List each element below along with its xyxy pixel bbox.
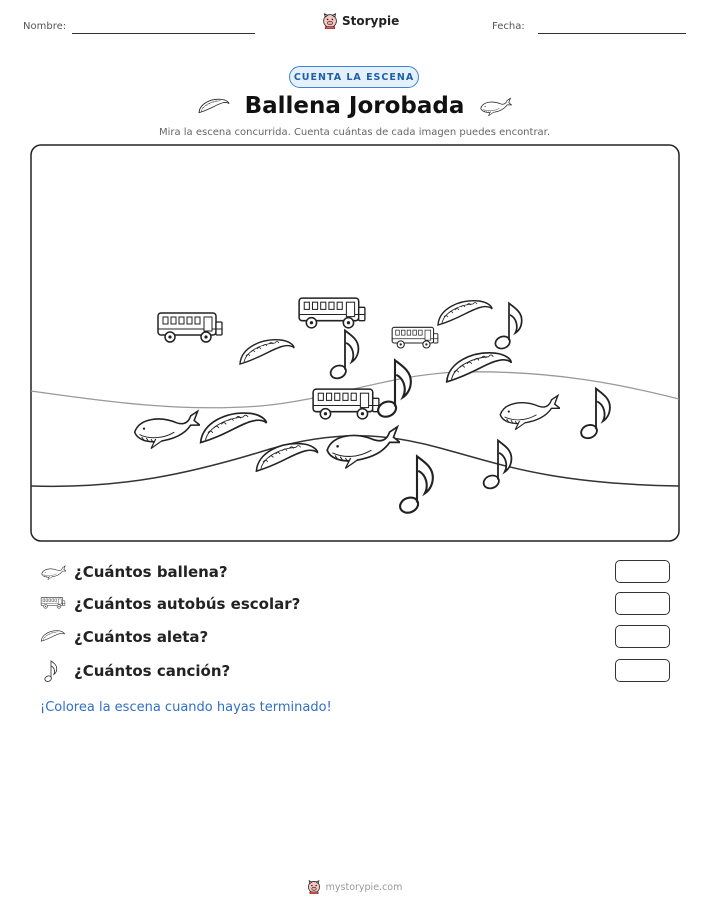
whale-icon [478, 95, 512, 117]
question-row [40, 560, 670, 586]
activity-badge: CUENTA LA ESCENA [289, 66, 419, 88]
whale-icon [40, 562, 66, 582]
answer-box[interactable] [615, 625, 670, 648]
question-text: ¿Cuántos autobús escolar? [74, 595, 301, 613]
question-row [40, 592, 670, 618]
fin-icon [197, 96, 231, 116]
title-row [0, 93, 709, 119]
date-label: Fecha: [492, 21, 525, 32]
footer [0, 880, 709, 894]
music-note-icon [42, 659, 60, 683]
question-row [40, 625, 670, 651]
scene-panel [30, 144, 680, 542]
brand-logo [322, 13, 399, 29]
fin-icon [40, 627, 66, 645]
school-bus-icon [40, 594, 66, 612]
answer-box[interactable] [615, 592, 670, 615]
brand-name: Storypie [342, 14, 400, 28]
date-field-line[interactable] [538, 33, 686, 34]
pig-mascot-icon [307, 880, 321, 894]
page-title: Ballena Jorobada [244, 93, 465, 119]
question-text: ¿Cuántos canción? [74, 662, 231, 680]
question-row [40, 659, 670, 685]
instructions: Mira la escena concurrida. Cuenta cuántas de cada imagen puedes encontrar. [158, 127, 551, 138]
answer-box[interactable] [615, 659, 670, 682]
pig-mascot-icon [322, 13, 338, 29]
question-text: ¿Cuántos ballena? [74, 563, 228, 581]
closing-instruction: ¡Colorea la escena cuando hayas terminado! [40, 700, 332, 715]
name-field-line[interactable] [72, 33, 255, 34]
question-text: ¿Cuántos aleta? [74, 628, 209, 646]
name-label: Nombre: [23, 21, 67, 32]
answer-box[interactable] [615, 560, 670, 583]
footer-url[interactable]: mystorypie.com [325, 881, 403, 893]
